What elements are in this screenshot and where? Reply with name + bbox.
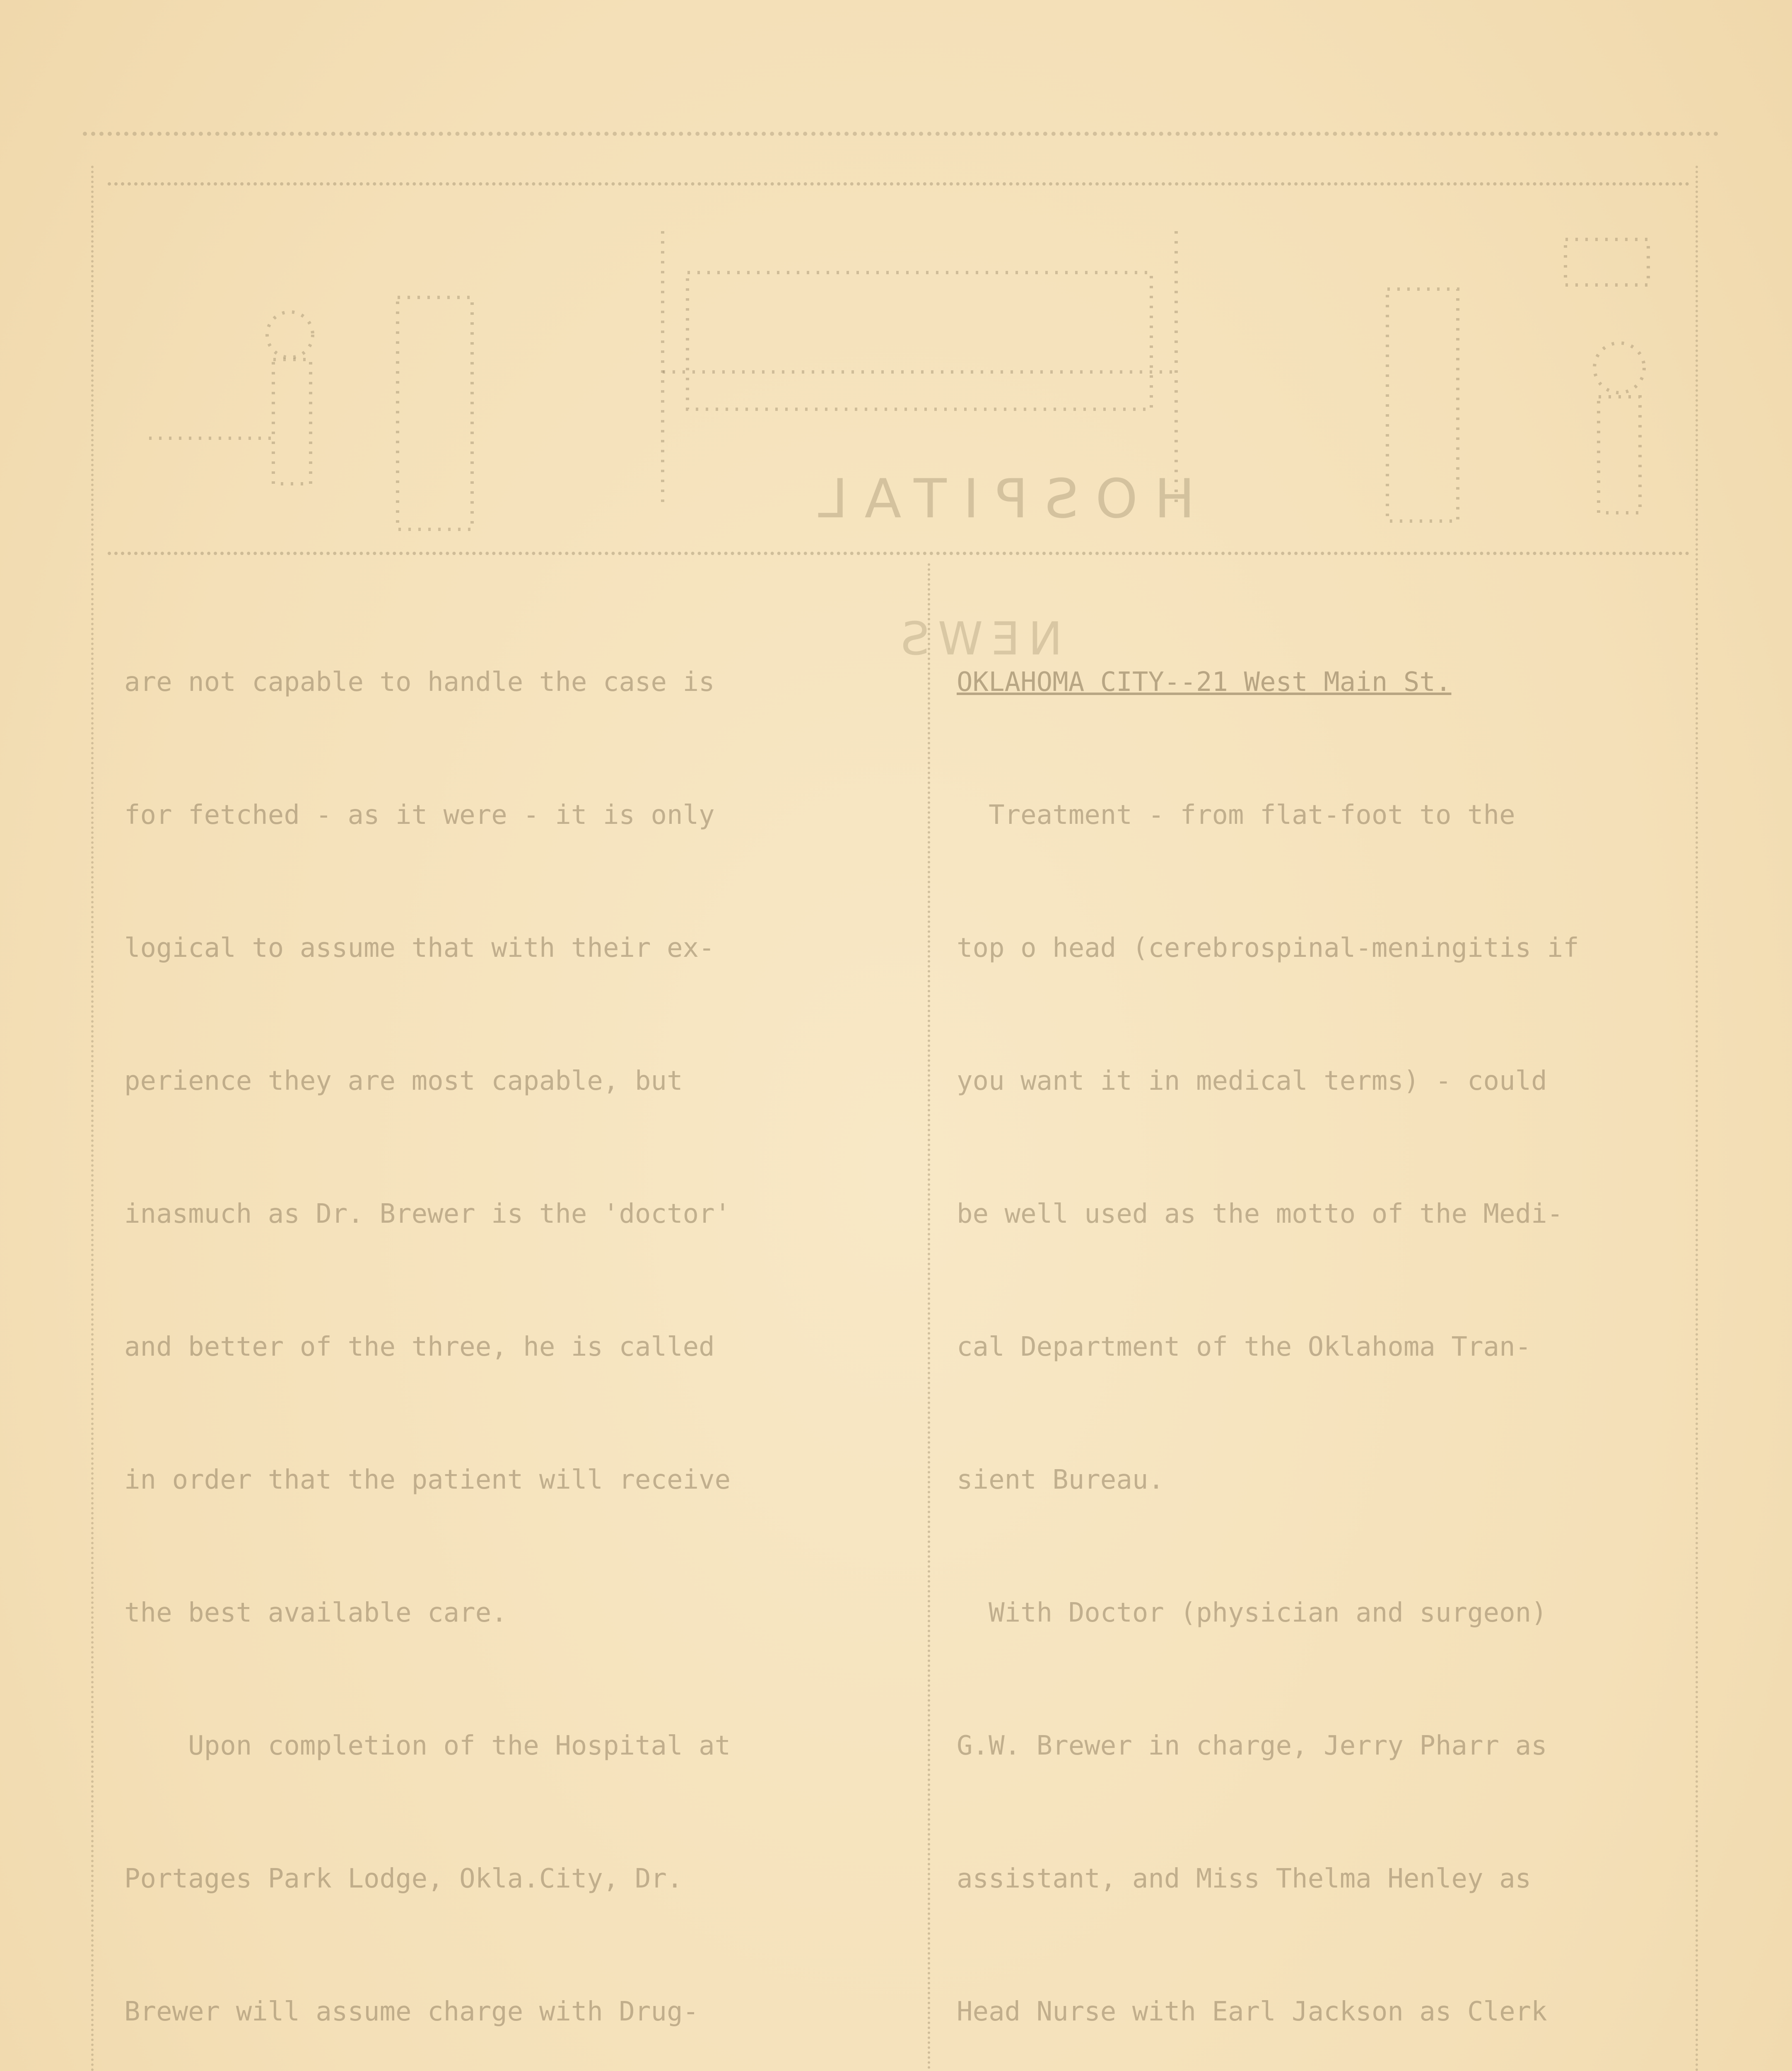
left-line: and better of the three, he is called xyxy=(124,1332,715,1362)
left-line: logical to assume that with their ex- xyxy=(124,933,715,963)
left-line: Brewer will assume charge with Drug- xyxy=(124,1996,699,2027)
right-line: top o head (cerebrospinal-meningitis if xyxy=(957,933,1579,963)
section-headline: OKLAHOMA CITY--21 West Main St. xyxy=(957,667,1452,698)
right-line: sient Bureau. xyxy=(957,1465,1164,1495)
right-line: you want it in medical terms) - could xyxy=(957,1066,1547,1096)
left-line: for fetched - as it were - it is only xyxy=(124,800,715,830)
left-line: perience they are most capable, but xyxy=(124,1066,683,1096)
right-line: Head Nurse with Earl Jackson as Clerk xyxy=(957,1996,1547,2027)
left-line: Portages Park Lodge, Okla.City, Dr. xyxy=(124,1863,683,1894)
right-line: With Doctor (physician and surgeon) xyxy=(957,1598,1547,1628)
masthead-title: HOSPITAL xyxy=(801,467,1195,530)
left-line: inasmuch as Dr. Brewer is the 'doctor' xyxy=(124,1199,731,1229)
right-line: be well used as the motto of the Medi- xyxy=(957,1199,1563,1229)
right-column xyxy=(957,572,1727,2071)
left-line: are not capable to handle the case is xyxy=(124,667,715,698)
left-line: in order that the patient will receive xyxy=(124,1465,731,1495)
right-line: Treatment - from flat-foot to the xyxy=(957,800,1515,830)
right-line: cal Department of the Oklahoma Tran- xyxy=(957,1332,1532,1362)
masthead xyxy=(108,182,1690,665)
masthead-subtitle: NEWS xyxy=(892,612,1063,665)
left-line: the best available care. xyxy=(124,1598,507,1628)
top-edge-rule xyxy=(83,132,1719,148)
left-line: Upon completion of the Hospital at xyxy=(124,1731,731,1761)
right-line: G.W. Brewer in charge, Jerry Pharr as xyxy=(957,1731,1547,1761)
right-line: assistant, and Miss Thelma Henley as xyxy=(957,1863,1532,1894)
column-divider xyxy=(928,563,930,2071)
left-column xyxy=(124,572,911,2071)
